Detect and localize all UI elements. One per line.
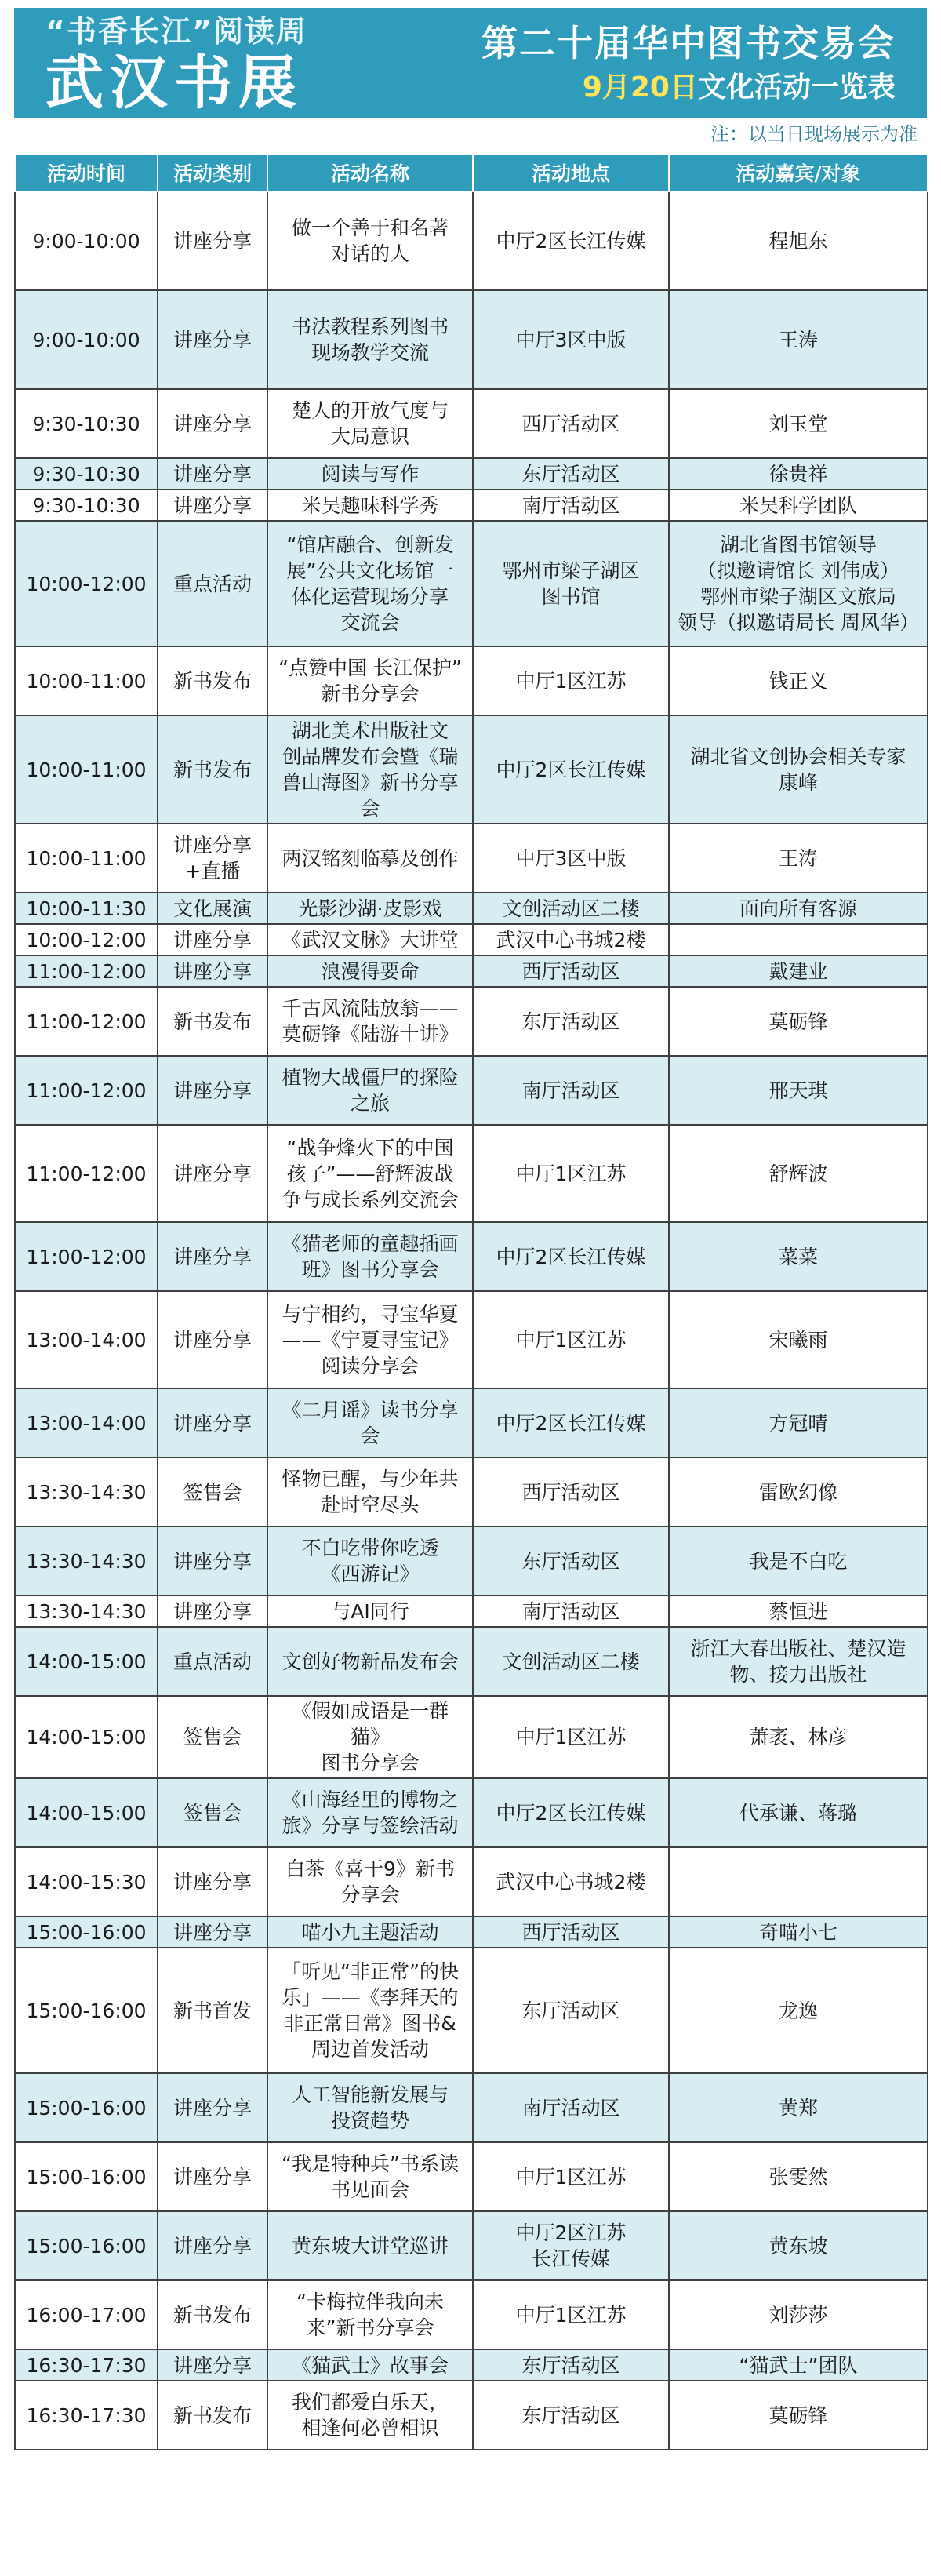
cell-category: 讲座分享 xyxy=(158,924,267,955)
cell-category: 新书发布 xyxy=(158,715,267,824)
cell-guest: 方冠晴 xyxy=(669,1388,928,1457)
table-row xyxy=(15,646,928,715)
cell-name: 文创好物新品发布会 xyxy=(267,1627,473,1696)
table-row xyxy=(15,2211,928,2280)
cell-guest: 莫砺锋 xyxy=(669,987,928,1056)
cell-venue: 西厅活动区 xyxy=(473,1916,669,1948)
cell-venue: 东厅活动区 xyxy=(473,2349,669,2381)
cell-time: 15:00-16:00 xyxy=(15,2073,158,2142)
cell-time: 10:00-11:00 xyxy=(15,824,158,893)
cell-venue: 西厅活动区 xyxy=(473,389,669,458)
cell-time: 10:00-11:00 xyxy=(15,646,158,715)
cell-venue: 中厅1区江苏 xyxy=(473,646,669,715)
cell-time: 9:00-10:00 xyxy=(15,290,158,389)
cell-guest xyxy=(669,924,928,955)
cell-guest: 菜菜 xyxy=(669,1222,928,1291)
cell-name: 两汉铭刻临摹及创作 xyxy=(267,824,473,893)
cell-name: “点赞中国 长江保护” 新书分享会 xyxy=(267,646,473,715)
cell-name: 《山海经里的博物之 旅》分享与签绘活动 xyxy=(267,1778,473,1847)
cell-category: 签售会 xyxy=(158,1457,267,1526)
table-row xyxy=(15,521,928,646)
cell-guest: 程旭东 xyxy=(669,191,928,290)
cell-guest xyxy=(669,1847,928,1916)
cell-venue: 南厅活动区 xyxy=(473,1056,669,1125)
table-row xyxy=(15,1916,928,1948)
cell-category: 讲座分享 xyxy=(158,489,267,521)
column-header-name: 活动名称 xyxy=(267,154,473,191)
cell-name: 怪物已醒，与少年共 赴时空尽头 xyxy=(267,1457,473,1526)
cell-venue: 东厅活动区 xyxy=(473,458,669,489)
table-row xyxy=(15,1056,928,1125)
table-row xyxy=(15,2381,928,2450)
column-header-category: 活动类别 xyxy=(158,154,267,191)
cell-venue: 中厅1区江苏 xyxy=(473,2142,669,2211)
cell-guest: 张雯然 xyxy=(669,2142,928,2211)
cell-name: 植物大战僵尸的探险 之旅 xyxy=(267,1056,473,1125)
table-row xyxy=(15,1696,928,1778)
table-row xyxy=(15,715,928,824)
cell-name: “战争烽火下的中国 孩子”——舒辉波战 争与成长系列交流会 xyxy=(267,1125,473,1222)
cell-category: 讲座分享 xyxy=(158,1847,267,1916)
cell-guest: 莫砺锋 xyxy=(669,2381,928,2450)
table-row xyxy=(15,1388,928,1457)
cell-guest: 王涛 xyxy=(669,824,928,893)
table-row xyxy=(15,987,928,1056)
cell-venue: 中厅2区长江传媒 xyxy=(473,715,669,824)
cell-category: 签售会 xyxy=(158,1696,267,1778)
cell-name: 《武汉文脉》大讲堂 xyxy=(267,924,473,955)
cell-category: 讲座分享 xyxy=(158,1388,267,1457)
cell-time: 13:30-14:30 xyxy=(15,1595,158,1627)
schedule-subtitle xyxy=(394,67,896,108)
cell-name: 光影沙湖·皮影戏 xyxy=(267,893,473,924)
cell-name: “卡梅拉伴我向未 来”新书分享会 xyxy=(267,2280,473,2349)
footnote: 注：以当日现场展示为准 xyxy=(710,123,917,145)
cell-category: 讲座分享 xyxy=(158,2142,267,2211)
cell-category: 讲座分享 xyxy=(158,1125,267,1222)
schedule-date: 9月20日 xyxy=(582,71,698,104)
cell-time: 11:00-12:00 xyxy=(15,1056,158,1125)
slogan: “书香长江”阅读周 xyxy=(45,14,307,49)
table-row xyxy=(15,924,928,955)
cell-time: 14:00-15:00 xyxy=(15,1627,158,1696)
cell-time: 11:00-12:00 xyxy=(15,1125,158,1222)
cell-category: 新书发布 xyxy=(158,2381,267,2450)
cell-venue: 中厅2区长江传媒 xyxy=(473,191,669,290)
cell-name: 与宁相约，寻宝华夏 ——《宁夏寻宝记》 阅读分享会 xyxy=(267,1291,473,1388)
cell-guest: 黄东坡 xyxy=(669,2211,928,2280)
cell-guest: 雷欧幻像 xyxy=(669,1457,928,1526)
cell-category: 讲座分享 xyxy=(158,1056,267,1125)
cell-guest: 邢天琪 xyxy=(669,1056,928,1125)
cell-category: 讲座分享 xyxy=(158,458,267,489)
cell-time: 10:00-12:00 xyxy=(15,924,158,955)
event-brand xyxy=(45,13,375,116)
cell-guest: 戴建业 xyxy=(669,955,928,987)
cell-guest: 代承谦、蒋璐 xyxy=(669,1778,928,1847)
cell-name: 《猫老师的童趣插画 班》图书分享会 xyxy=(267,1222,473,1291)
cell-venue: 东厅活动区 xyxy=(473,1948,669,2073)
table-row xyxy=(15,1526,928,1595)
table-row xyxy=(15,1595,928,1627)
cell-name: 不白吃带你吃透 《西游记》 xyxy=(267,1526,473,1595)
cell-name: 《假如成语是一群猫》 图书分享会 xyxy=(267,1696,473,1778)
schedule-subtitle-text: 文化活动一览表 xyxy=(697,71,896,104)
cell-guest: 湖北省图书馆领导 （拟邀请馆长 刘伟成） 鄂州市梁子湖区文旅局 领导（拟邀请局长 周风华） xyxy=(669,521,928,646)
table-row xyxy=(15,458,928,489)
brand-title: 武汉书展 xyxy=(45,49,303,117)
cell-venue: 南厅活动区 xyxy=(473,2073,669,2142)
cell-venue: 中厅1区江苏 xyxy=(473,1125,669,1222)
table-row xyxy=(15,2073,928,2142)
table-row xyxy=(15,955,928,987)
table-row xyxy=(15,2280,928,2349)
table-row xyxy=(15,389,928,458)
table-row xyxy=(15,1627,928,1696)
cell-time: 11:00-12:00 xyxy=(15,955,158,987)
cell-guest: 奇喵小七 xyxy=(669,1916,928,1948)
cell-time: 15:00-16:00 xyxy=(15,1916,158,1948)
table-row xyxy=(15,1291,928,1388)
table-row xyxy=(15,893,928,924)
cell-guest: “猫武士”团队 xyxy=(669,2349,928,2381)
cell-name: 《猫武士》故事会 xyxy=(267,2349,473,2381)
cell-name: 「听见“非正常”的快 乐」——《李拜天的 非正常日常》图书& 周边首发活动 xyxy=(267,1948,473,2073)
cell-time: 11:00-12:00 xyxy=(15,987,158,1056)
cell-venue: 中厅1区江苏 xyxy=(473,2280,669,2349)
column-header-venue: 活动地点 xyxy=(473,154,669,191)
cell-name: 黄东坡大讲堂巡讲 xyxy=(267,2211,473,2280)
cell-venue: 南厅活动区 xyxy=(473,489,669,521)
cell-guest: 徐贵祥 xyxy=(669,458,928,489)
cell-guest: 龙逸 xyxy=(669,1948,928,2073)
cell-category: 新书发布 xyxy=(158,2280,267,2349)
cell-venue: 西厅活动区 xyxy=(473,1457,669,1526)
cell-venue: 中厅2区长江传媒 xyxy=(473,1388,669,1457)
cell-category: 讲座分享 xyxy=(158,1916,267,1948)
cell-time: 9:30-10:30 xyxy=(15,458,158,489)
cell-category: 讲座分享 xyxy=(158,290,267,389)
table-row xyxy=(15,191,928,290)
cell-name: 做一个善于和名著 对话的人 xyxy=(267,191,473,290)
cell-venue: 东厅活动区 xyxy=(473,987,669,1056)
title-banner xyxy=(14,8,927,118)
cell-category: 讲座分享 +直播 xyxy=(158,824,267,893)
cell-category: 讲座分享 xyxy=(158,1222,267,1291)
cell-venue: 武汉中心书城2楼 xyxy=(473,924,669,955)
cell-name: 与AI同行 xyxy=(267,1595,473,1627)
cell-venue: 西厅活动区 xyxy=(473,955,669,987)
cell-category: 新书首发 xyxy=(158,1948,267,2073)
table-body xyxy=(15,191,928,2450)
cell-category: 签售会 xyxy=(158,1778,267,1847)
cell-guest: 黄郑 xyxy=(669,2073,928,2142)
cell-guest: 米吴科学团队 xyxy=(669,489,928,521)
cell-category: 讲座分享 xyxy=(158,191,267,290)
cell-time: 13:30-14:30 xyxy=(15,1457,158,1526)
cell-venue: 中厅1区江苏 xyxy=(473,1291,669,1388)
cell-venue: 南厅活动区 xyxy=(473,1595,669,1627)
cell-category: 文化展演 xyxy=(158,893,267,924)
cell-name: 人工智能新发展与 投资趋势 xyxy=(267,2073,473,2142)
table-row xyxy=(15,1222,928,1291)
cell-name: 楚人的开放气度与 大局意识 xyxy=(267,389,473,458)
cell-guest: 萧袤、林彦 xyxy=(669,1696,928,1778)
cell-time: 15:00-16:00 xyxy=(15,1948,158,2073)
column-header-time: 活动时间 xyxy=(15,154,158,191)
header xyxy=(0,0,941,165)
cell-guest: 舒辉波 xyxy=(669,1125,928,1222)
table-row xyxy=(15,489,928,521)
cell-time: 15:00-16:00 xyxy=(15,2142,158,2211)
cell-guest: 浙江大春出版社、楚汉造 物、接力出版社 xyxy=(669,1627,928,1696)
cell-category: 新书发布 xyxy=(158,987,267,1056)
cell-category: 重点活动 xyxy=(158,1627,267,1696)
cell-guest: 蔡恒进 xyxy=(669,1595,928,1627)
cell-name: 浪漫得要命 xyxy=(267,955,473,987)
cell-guest: 钱正义 xyxy=(669,646,928,715)
cell-venue: 武汉中心书城2楼 xyxy=(473,1847,669,1916)
cell-time: 14:00-15:00 xyxy=(15,1696,158,1778)
table-row xyxy=(15,1778,928,1847)
cell-time: 9:00-10:00 xyxy=(15,191,158,290)
cell-time: 9:30-10:30 xyxy=(15,389,158,458)
table-row xyxy=(15,1847,928,1916)
cell-name: 阅读与写作 xyxy=(267,458,473,489)
table-row xyxy=(15,290,928,389)
cell-venue: 鄂州市梁子湖区 图书馆 xyxy=(473,521,669,646)
cell-category: 讲座分享 xyxy=(158,1291,267,1388)
cell-guest: 宋曦雨 xyxy=(669,1291,928,1388)
cell-venue: 东厅活动区 xyxy=(473,1526,669,1595)
cell-category: 讲座分享 xyxy=(158,1595,267,1627)
table-row xyxy=(15,1125,928,1222)
cell-name: 米吴趣味科学秀 xyxy=(267,489,473,521)
cell-guest: 湖北省文创协会相关专家 康峰 xyxy=(669,715,928,824)
cell-name: 《二月谣》读书分享会 xyxy=(267,1388,473,1457)
fair-title: 第二十届华中图书交易会 xyxy=(481,22,896,64)
cell-guest: 我是不白吃 xyxy=(669,1526,928,1595)
cell-venue: 中厅2区长江传媒 xyxy=(473,1778,669,1847)
table-row xyxy=(15,2142,928,2211)
cell-time: 10:00-12:00 xyxy=(15,521,158,646)
cell-category: 讲座分享 xyxy=(158,389,267,458)
table-row xyxy=(15,2349,928,2381)
table-row xyxy=(15,824,928,893)
cell-guest: 面向所有客源 xyxy=(669,893,928,924)
cell-time: 11:00-12:00 xyxy=(15,1222,158,1291)
cell-time: 13:00-14:00 xyxy=(15,1388,158,1457)
cell-guest: 王涛 xyxy=(669,290,928,389)
cell-name: 千古风流陆放翁—— 莫砺锋《陆游十讲》 xyxy=(267,987,473,1056)
cell-time: 16:00-17:00 xyxy=(15,2280,158,2349)
cell-venue: 中厅3区中版 xyxy=(473,290,669,389)
cell-name: “我是特种兵”书系读 书见面会 xyxy=(267,2142,473,2211)
cell-time: 15:00-16:00 xyxy=(15,2211,158,2280)
cell-name: 白茶《喜干9》新书 分享会 xyxy=(267,1847,473,1916)
cell-category: 讲座分享 xyxy=(158,2211,267,2280)
table-row xyxy=(15,1457,928,1526)
cell-name: 书法教程系列图书 现场教学交流 xyxy=(267,290,473,389)
cell-time: 13:30-14:30 xyxy=(15,1526,158,1595)
schedule-table xyxy=(14,153,928,2450)
cell-time: 16:30-17:30 xyxy=(15,2349,158,2381)
table-row xyxy=(15,1948,928,2073)
cell-category: 讲座分享 xyxy=(158,2349,267,2381)
cell-time: 14:00-15:30 xyxy=(15,1847,158,1916)
cell-time: 14:00-15:00 xyxy=(15,1778,158,1847)
cell-time: 10:00-11:30 xyxy=(15,893,158,924)
cell-name: 湖北美术出版社文 创品牌发布会暨《瑞 兽山海图》新书分享会 xyxy=(267,715,473,824)
column-header-guest: 活动嘉宾/对象 xyxy=(669,154,928,191)
cell-guest: 刘玉堂 xyxy=(669,389,928,458)
cell-time: 9:30-10:30 xyxy=(15,489,158,521)
cell-category: 重点活动 xyxy=(158,521,267,646)
cell-category: 讲座分享 xyxy=(158,1526,267,1595)
cell-venue: 文创活动区二楼 xyxy=(473,893,669,924)
cell-time: 10:00-11:00 xyxy=(15,715,158,824)
cell-time: 16:30-17:30 xyxy=(15,2381,158,2450)
cell-guest: 刘莎莎 xyxy=(669,2280,928,2349)
table-header-row xyxy=(15,154,928,191)
cell-category: 新书发布 xyxy=(158,646,267,715)
cell-venue: 中厅3区中版 xyxy=(473,824,669,893)
cell-name: 喵小九主题活动 xyxy=(267,1916,473,1948)
cell-venue: 中厅1区江苏 xyxy=(473,1696,669,1778)
cell-venue: 东厅活动区 xyxy=(473,2381,669,2450)
cell-venue: 文创活动区二楼 xyxy=(473,1627,669,1696)
cell-category: 讲座分享 xyxy=(158,2073,267,2142)
cell-venue: 中厅2区长江传媒 xyxy=(473,1222,669,1291)
cell-name: “馆店融合、创新发 展”公共文化场馆一 体化运营现场分享 交流会 xyxy=(267,521,473,646)
cell-name: 我们都爱白乐天， 相逢何必曾相识 xyxy=(267,2381,473,2450)
cell-venue: 中厅2区江苏 长江传媒 xyxy=(473,2211,669,2280)
cell-time: 13:00-14:00 xyxy=(15,1291,158,1388)
cell-category: 讲座分享 xyxy=(158,955,267,987)
schedule-table-wrapper xyxy=(14,153,927,2450)
fair-heading xyxy=(394,19,896,108)
